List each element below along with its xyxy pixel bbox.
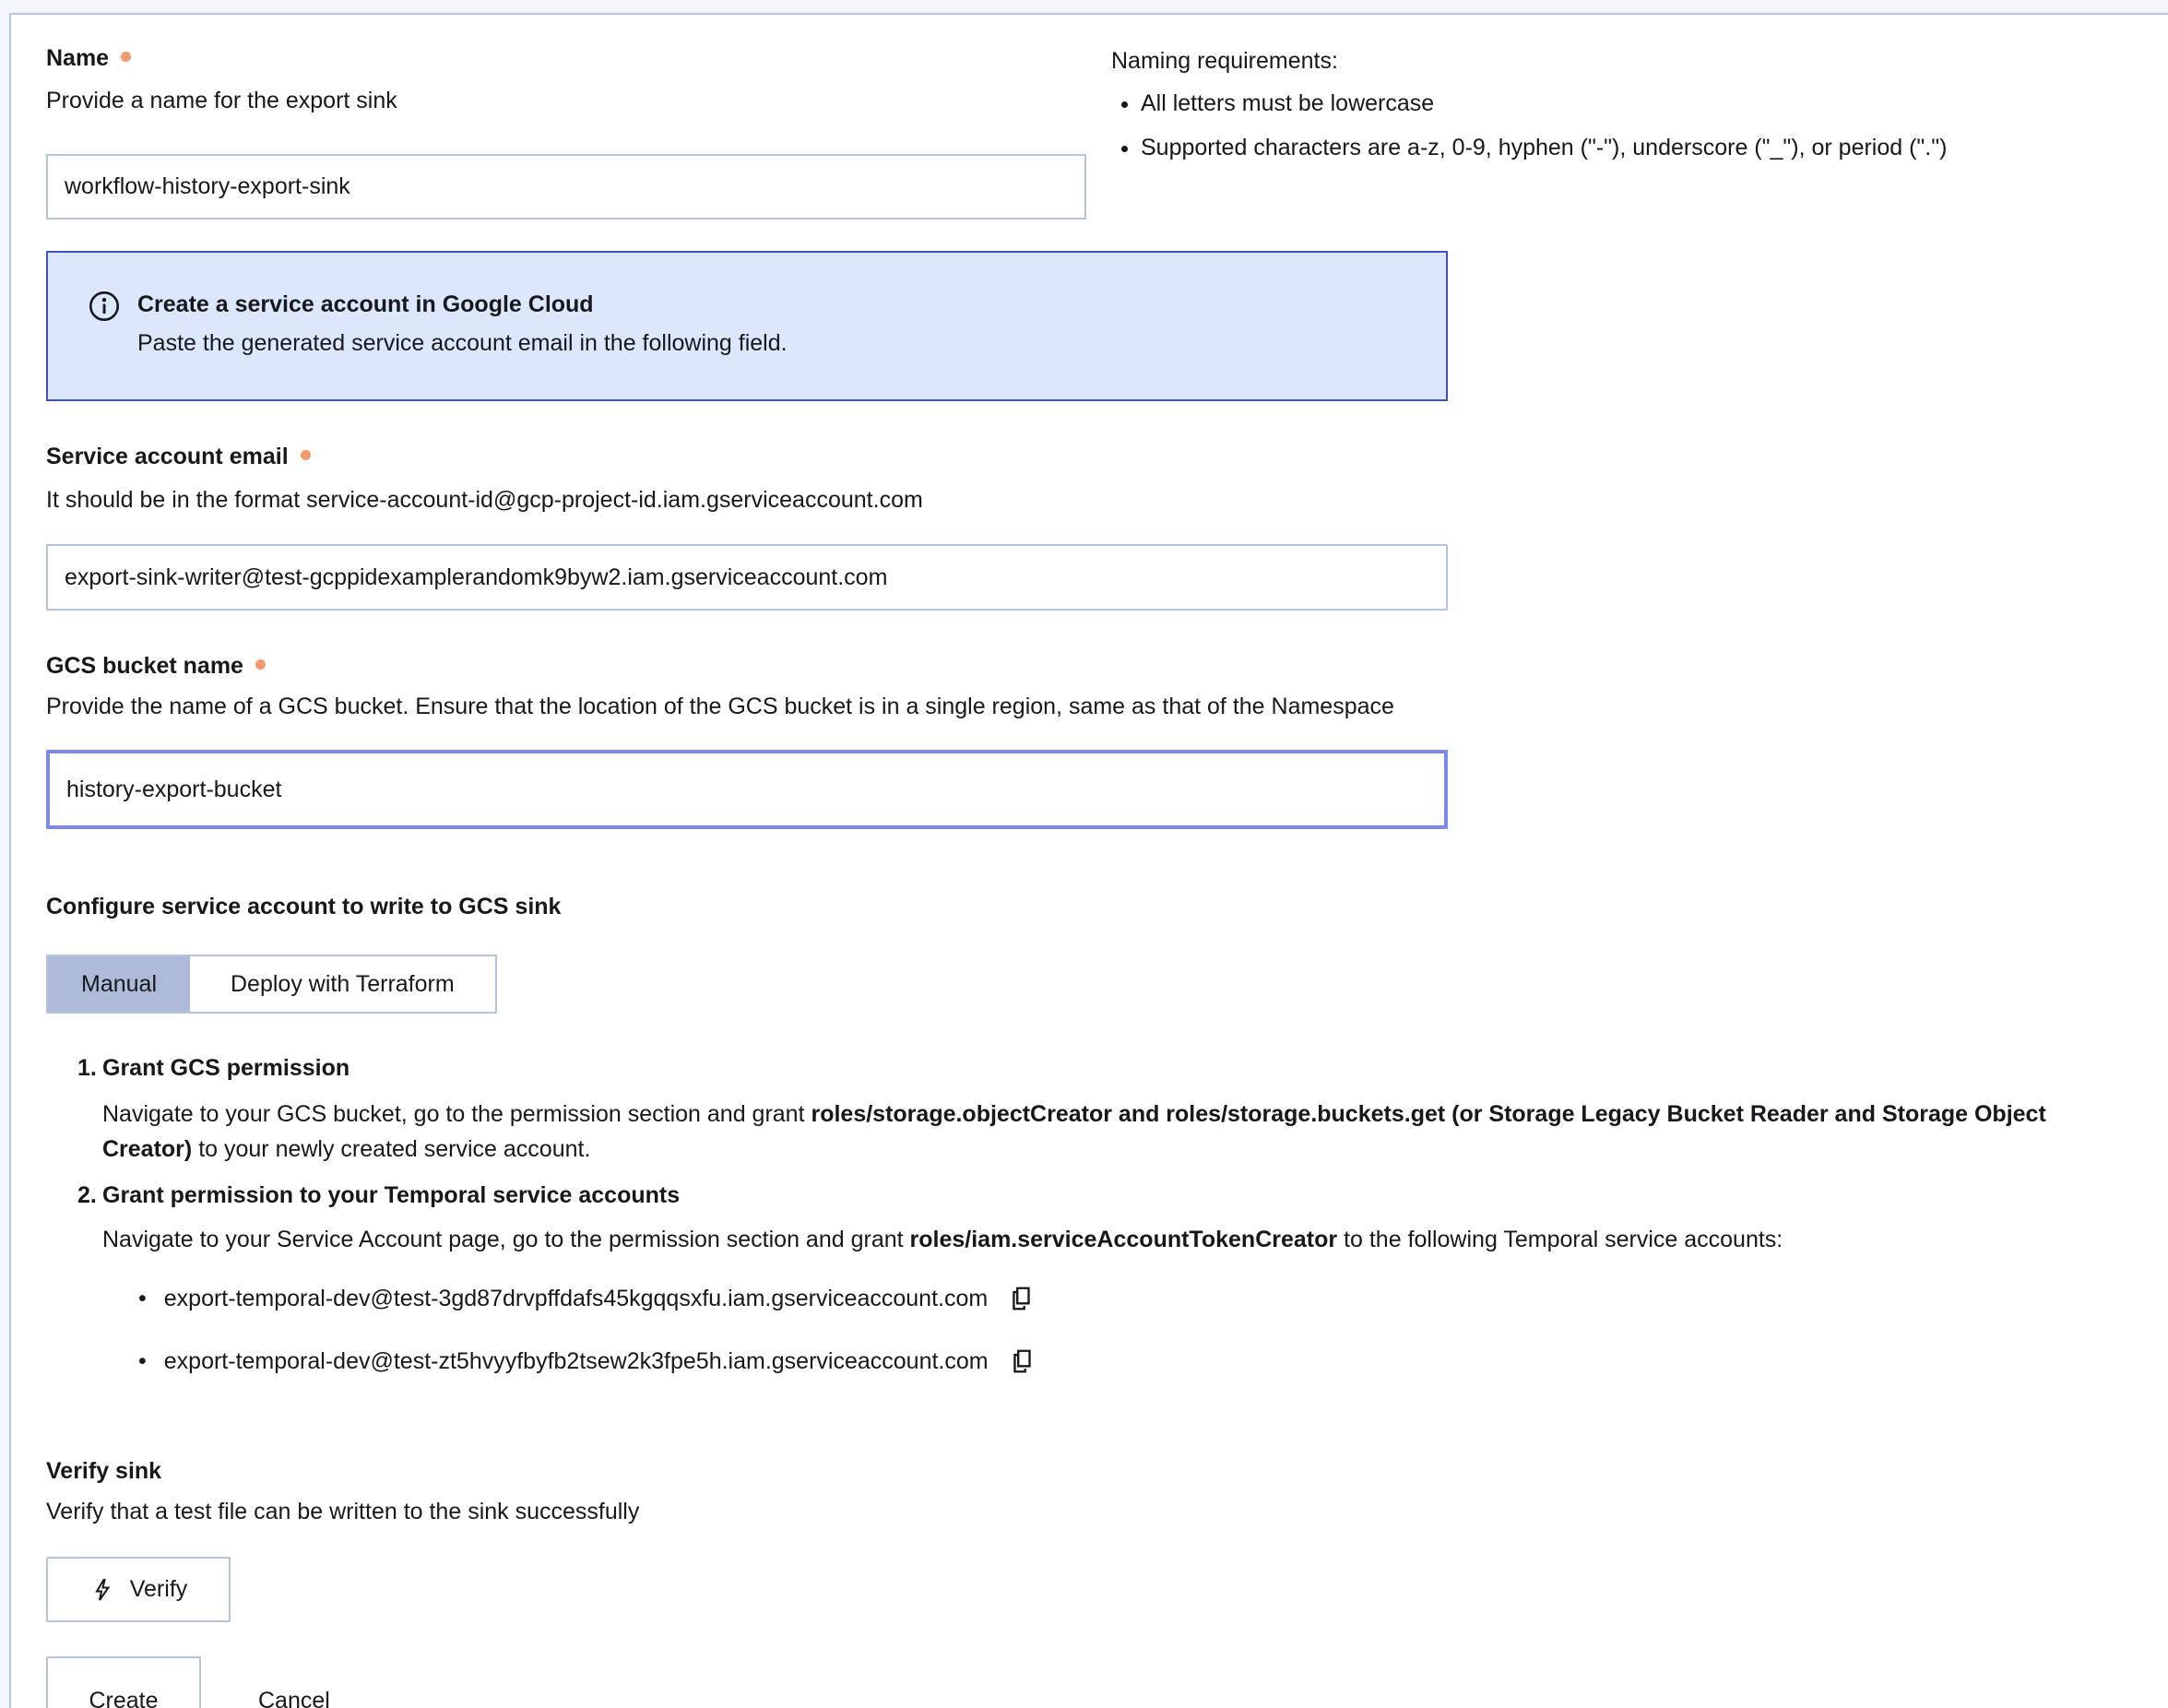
copy-icon — [1008, 1285, 1036, 1312]
cancel-button[interactable] — [258, 1688, 330, 1708]
service-account-help-text: It should be in the format service-account-id@gcp-project-id.iam.gserviceaccount.com — [46, 487, 923, 513]
naming-requirement-item: • All letters must be lowercase — [1141, 88, 2131, 119]
step-2-body — [102, 1222, 2131, 1257]
step-1-title-row — [46, 1052, 2131, 1084]
bullet-dot: • — [138, 1348, 147, 1374]
bullet-dot: • — [138, 1286, 147, 1311]
step-2-body-prefix: Navigate to your Service Account page, go to the permission section and grant — [102, 1227, 910, 1252]
verify-sink-title: Verify sink — [46, 1458, 162, 1484]
bucket-label: GCS bucket name — [46, 653, 243, 679]
verify-sink-help: Verify that a test file can be written to the sink successfully — [46, 1499, 640, 1524]
step-2-body-roles: roles/iam.serviceAccountTokenCreator — [909, 1227, 1338, 1252]
naming-requirements-title: Naming requirements: — [1111, 48, 1338, 74]
step-2-title: Grant permission to your Temporal service accounts — [102, 1182, 681, 1208]
step-1-title: Grant GCS permission — [102, 1055, 350, 1081]
name-help-text: Provide a name for the export sink — [46, 88, 397, 113]
service-account-label-row — [46, 441, 2131, 472]
step-2-body-suffix: to the following Temporal service accounts: — [1337, 1227, 1783, 1252]
naming-requirements — [1111, 42, 2131, 163]
verify-button[interactable] — [46, 1557, 231, 1622]
required-indicator — [255, 659, 266, 670]
gcs-bucket-name-input[interactable] — [46, 750, 1448, 829]
info-icon — [89, 291, 120, 322]
info-banner-body: Paste the generated service account email in the following field. — [137, 330, 788, 356]
required-indicator — [121, 52, 131, 62]
copy-icon — [1009, 1347, 1037, 1375]
service-account-email-input[interactable] — [46, 544, 1448, 611]
name-label: Name — [46, 45, 110, 71]
naming-requirement-item: • Supported characters are a-z, 0-9, hyphen ("-"), underscore ("_"), or period (".") — [1141, 132, 2131, 163]
bucket-label-row — [46, 650, 2131, 682]
step-2-number: 2. — [77, 1182, 97, 1208]
form-actions — [46, 1656, 2131, 1708]
temporal-service-account-list — [138, 1283, 2131, 1377]
bucket-help-text: Provide the name of a GCS bucket. Ensure that the location of the GCS bucket is in a single region, same as that of the Namespace — [46, 694, 1394, 719]
manual-steps — [46, 1052, 2131, 1377]
step-2-title-row — [46, 1180, 2131, 1211]
service-account-label: Service account email — [46, 444, 289, 469]
lightning-icon — [89, 1577, 115, 1603]
cancel-button-label: Cancel — [258, 1687, 330, 1708]
step-1-body-prefix: Navigate to your GCS bucket, go to the permission section and grant — [102, 1101, 812, 1127]
create-button[interactable] — [46, 1656, 201, 1708]
configure-section-title: Configure service account to write to GCS sink — [46, 894, 562, 919]
temporal-service-account-email: export-temporal-dev@test-3gd87drvpffdafs45kgqqsxfu.iam.gserviceaccount.com — [163, 1286, 989, 1311]
verify-button-label: Verify — [129, 1576, 188, 1602]
info-banner-title: Create a service account in Google Cloud — [137, 291, 594, 317]
list-item — [138, 1346, 2131, 1377]
name-field-label-row — [46, 42, 1086, 74]
export-sink-form-panel — [9, 13, 2168, 1708]
step-1-body-roles: roles/storage.objectCreator and roles/storage.buckets.get (or Storage Legacy Bucket Reader and Storage Object Creator) — [102, 1101, 2046, 1162]
required-indicator — [301, 450, 311, 460]
list-item — [138, 1283, 2131, 1314]
step-1-body — [102, 1097, 2131, 1167]
service-account-info-banner — [46, 251, 1448, 401]
sink-name-input[interactable] — [46, 154, 1086, 219]
temporal-service-account-email: export-temporal-dev@test-zt5hvyyfbyfb2tsew2k3fpe5h.iam.gserviceaccount.com — [163, 1348, 989, 1374]
tab-terraform-label: Deploy with Terraform — [231, 970, 455, 997]
tab-manual[interactable] — [48, 956, 190, 1012]
create-button-label: Create — [89, 1687, 159, 1708]
config-method-tabs — [46, 955, 497, 1014]
copy-button[interactable] — [1008, 1285, 1036, 1312]
tab-deploy-with-terraform[interactable] — [190, 956, 495, 1012]
tab-manual-label: Manual — [81, 970, 157, 997]
step-1-number: 1. — [77, 1055, 97, 1081]
copy-button[interactable] — [1009, 1347, 1037, 1375]
step-1-body-suffix: to your newly created service account. — [192, 1136, 591, 1162]
